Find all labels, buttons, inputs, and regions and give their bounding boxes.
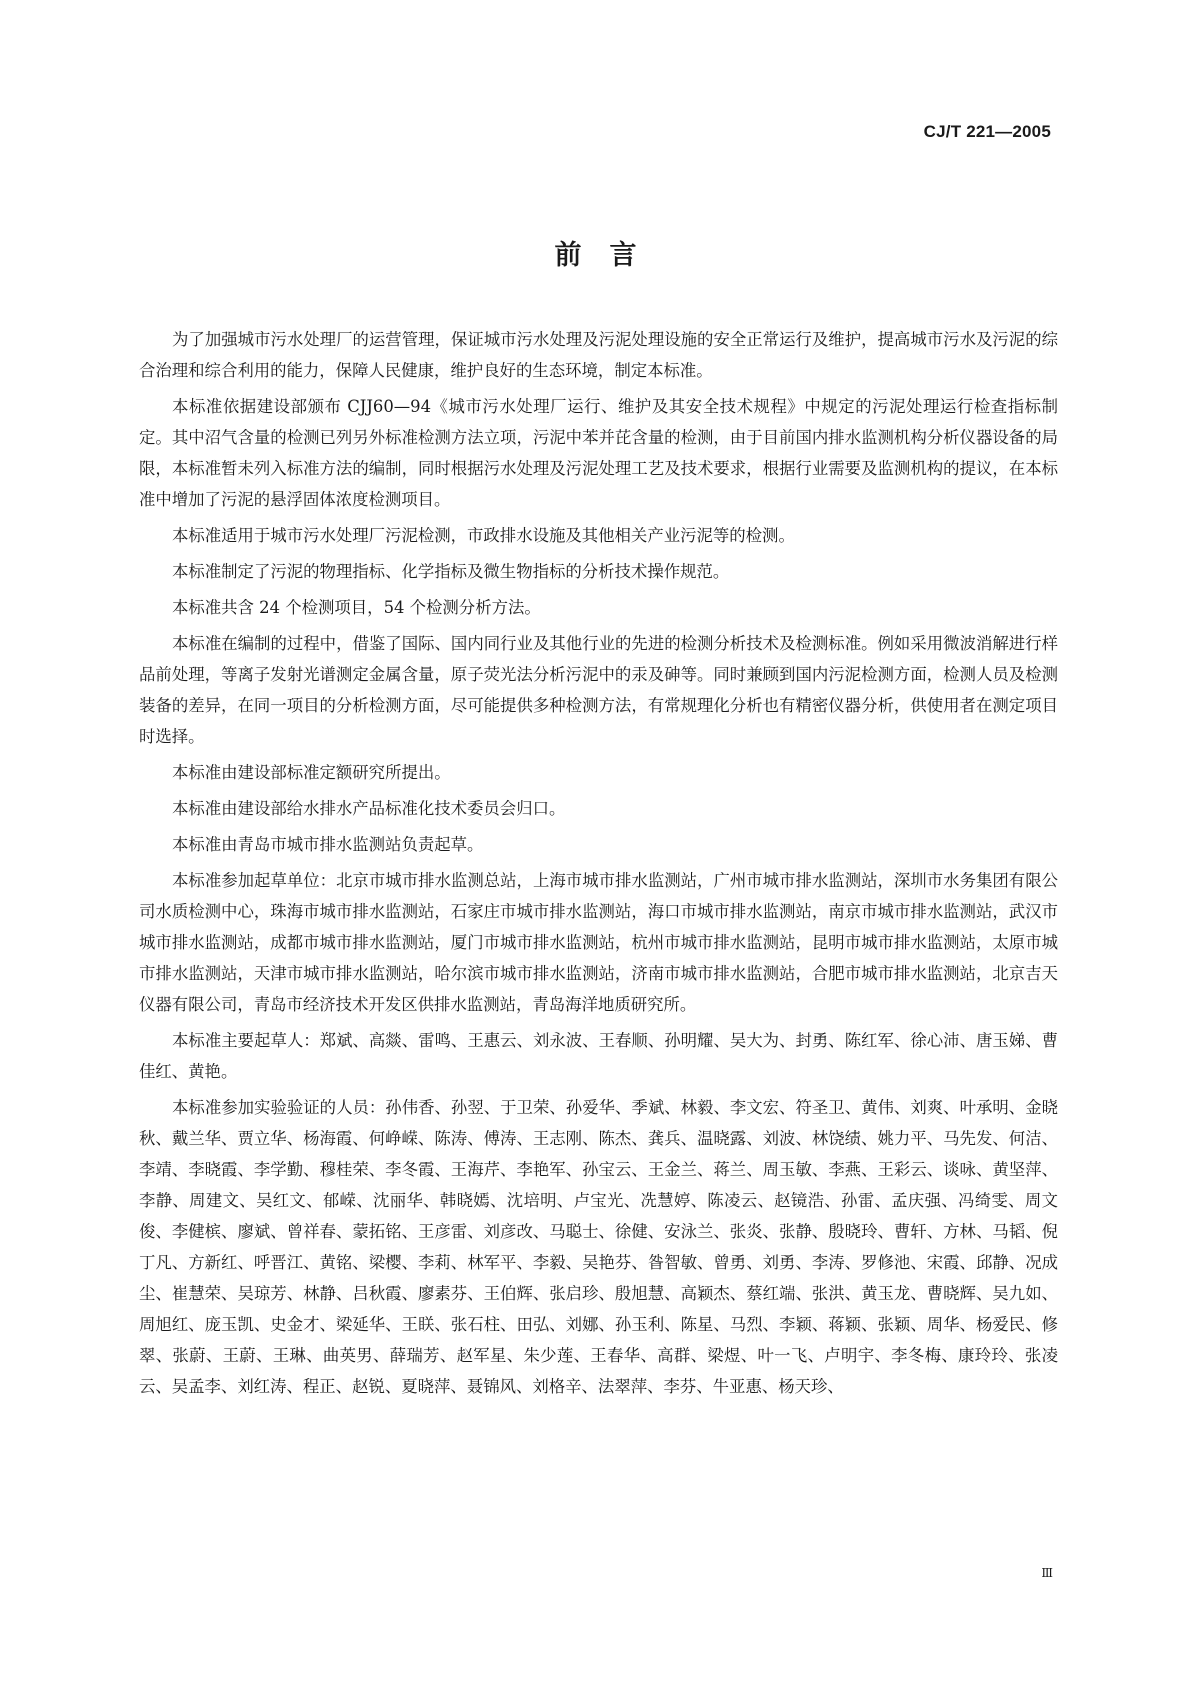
standard-code: CJ/T 221—2005: [923, 122, 1051, 141]
paragraph-basis: 本标准依据建设部颁布 CJJ60—94《城市污水处理厂运行、维护及其安全技术规程》中规定的污泥处理运行检查指标制定。其中沼气含量的检测已列另外标准检测方法立项，污泥中苯并芘含量的检测，由于目前国内排水监测机构分析仪器设备的局限，本标准暂未列入标准方法的编制，同时根据污水处理及污泥处理工艺及技术要求，根据行业需要及监测机构的提议，在本标准中增加了污泥的悬浮固体浓度检测项目。: [139, 397, 1058, 509]
page-title: 前言: [554, 240, 665, 271]
paragraph-methods: 本标准在编制的过程中，借鉴了国际、国内同行业及其他行业的先进的检测分析技术及检测标准。例如采用微波消解进行样品前处理，等离子发射光谱测定金属含量，原子荧光法分析污泥中的汞及砷等。同时兼顾到国内污泥检测方面，检测人员及检测装备的差异，在同一项目的分析检测方面，尽可能提供多种检测方法，有常规理化分析也有精密仪器分析，供使用者在测定项目时选择。: [139, 634, 1058, 746]
paragraph-participating-units: 本标准参加起草单位：北京市城市排水监测总站，上海市城市排水监测站，广州市城市排水监测站，深圳市水务集团有限公司水质检测中心，珠海市城市排水监测站，石家庄市城市排水监测站，海口市城市排水监测站，南京市城市排水监测站，武汉市城市排水监测站，成都市城市排水监测站，厦门市城市排水监测站，杭州市城市排水监测站，昆明市城市排水监测站，太原市城市排水监测站，天津市城市排水监测站，哈尔滨市城市排水监测站，济南市城市排水监测站，合肥市城市排水监测站，北京吉天仪器有限公司，青岛市经济技术开发区供排水监测站，青岛海洋地质研究所。: [139, 871, 1058, 1014]
paragraph-scope: 本标准适用于城市污水处理厂污泥检测，市政排水设施及其他相关产业污泥等的检测。: [172, 526, 795, 545]
page-number: Ⅲ: [1041, 1566, 1053, 1580]
foreword-body: [139, 324, 1058, 1407]
paragraph-verification-staff: 本标准参加实验验证的人员：孙伟香、孙翌、于卫荣、孙爱华、季斌、林毅、李文宏、符圣卫、黄伟、刘爽、叶承明、金晓秋、戴兰华、贾立华、杨海霞、何峥嵘、陈涛、傅涛、王志刚、陈杰、龚兵、温晓露、刘波、林饶绩、姚力平、马先发、何洁、李靖、李晓霞、李学勤、穆桂荣、李冬霞、王海芹、李艳军、孙宝云、王金兰、蒋兰、周玉敏、李燕、王彩云、谈咏、黄坚萍、李静、周建文、吴红文、郁嵘、沈丽华、韩晓嫣、沈培明、卢宝光、冼慧婷、陈凌云、赵镜浩、孙雷、孟庆强、冯绮雯、周文俊、李健槟、廖斌、曾祥春、蒙拓铭、王彦雷、刘彦改、马聪士、徐健、安泳兰、张炎、张静、殷晓玲、曹轩、方林、马韬、倪丁凡、方新红、呼晋江、黄铭、梁樱、李莉、林军平、李毅、吴艳芬、昝智敏、曾勇、刘勇、李涛、罗修池、宋霞、邱静、况成尘、崔慧荣、吴琼芳、林静、吕秋霞、廖素芬、王伯辉、张启珍、殷旭慧、高颖杰、蔡红端、张洪、黄玉龙、曹晓辉、吴九如、周旭红、庞玉凯、史金才、梁延华、王眹、张石柱、田弘、刘娜、孙玉利、陈星、马烈、李颖、蒋颖、张颖、周华、杨爱民、修翠、张蔚、王蔚、王琳、曲英男、薛瑞芳、赵军星、朱少莲、王春华、高群、梁煜、叶一飞、卢明宇、李冬梅、康玲玲、张凌云、吴孟李、刘红涛、程正、赵锐、夏晓萍、聂锦风、刘格辛、法翠萍、李芬、牛亚惠、杨天珍、: [139, 1098, 1058, 1396]
paragraph-purpose: 为了加强城市污水处理厂的运营管理，保证城市污水处理及污泥处理设施的安全正常运行及维护，提高城市污水及污泥的综合治理和综合利用的能力，保障人民健康，维护良好的生态环境，制定本标准。: [139, 330, 1058, 380]
paragraph-item-count: 本标准共含 24 个检测项目，54 个检测分析方法。: [172, 598, 541, 617]
paragraph-proposer: 本标准由建设部标准定额研究所提出。: [172, 763, 451, 782]
paragraph-committee: 本标准由建设部给水排水产品标准化技术委员会归口。: [172, 799, 566, 818]
paragraph-drafter: 本标准由青岛市城市排水监测站负责起草。: [172, 835, 484, 854]
paragraph-main-drafters: 本标准主要起草人：郑斌、高燚、雷鸣、王惠云、刘永波、王春顺、孙明耀、吴大为、封勇、陈红军、徐心沛、唐玉娣、曹佳红、黄艳。: [139, 1031, 1058, 1081]
paragraph-indicators: 本标准制定了污泥的物理指标、化学指标及微生物指标的分析技术操作规范。: [172, 562, 730, 581]
